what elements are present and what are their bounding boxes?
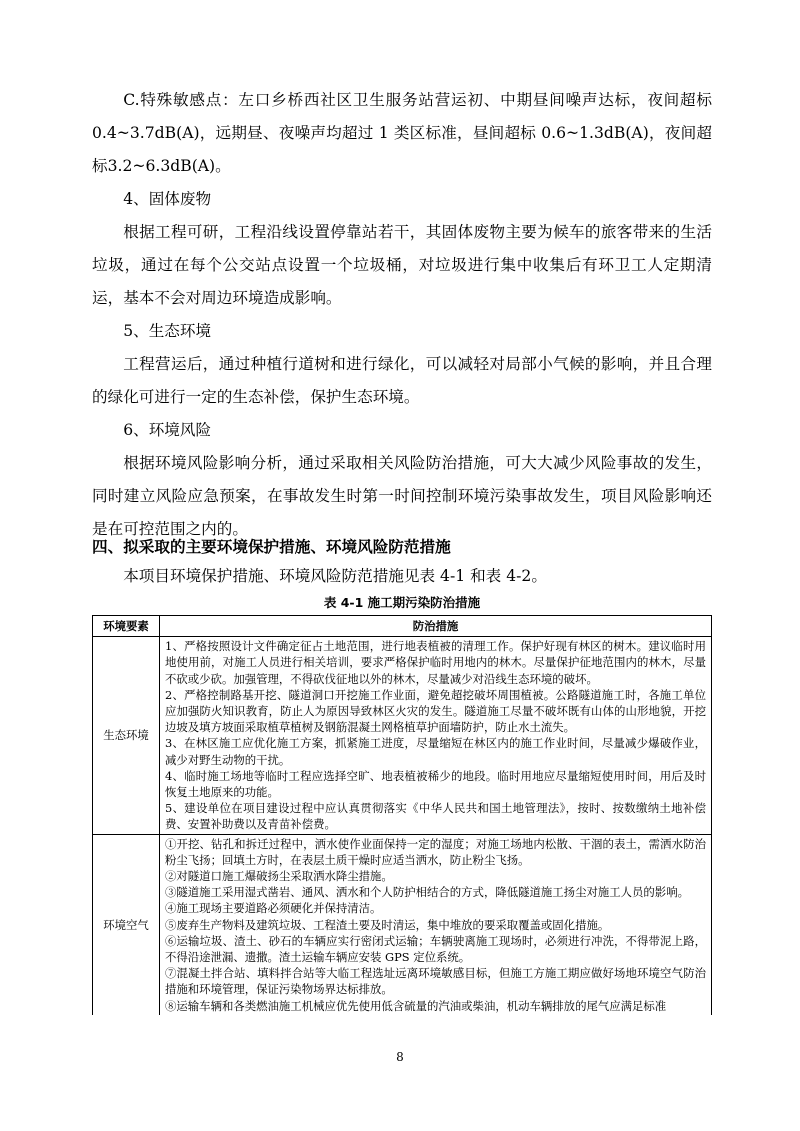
measure-item: 3、在林区施工应优化施工方案，抓紧施工进度，尽量缩短在林区内的施工作业时间，尽量减少爆破作业，减少对野生动物的干扰。 (165, 736, 706, 767)
paragraph-noise-sensitive-point: C.特殊敏感点：左口乡桥西社区卫生服务站营运初、中期昼间噪声达标，夜间超标0.4~3.7dB(A)，远期昼、夜噪声均超过 1 类区标准，昼间超标 0.6~1.3dB(A)，夜间超标3.2~6.3dB(A)。 (92, 91, 712, 175)
page-number: 8 (396, 1050, 404, 1064)
category-cell: 生态环境 (93, 637, 160, 834)
section-heading-protection-measures: 四、拟采取的主要环境保护措施、环境风险防范措施 (92, 537, 451, 556)
measure-item: 1、严格按照设计文件确定征占土地范围，进行地表植被的清理工作。保护好现有林区的树木。建议临时用地使用前，对施工人员进行相关培训，要求严格保护临时用地内的林木。尽量保护征地范围内的林木，尽量不砍或少砍。加强管理，不得砍伐征地以外的林木，尽量减少对沿线生态环境的破坏。 (165, 639, 706, 686)
table-header-row (93, 616, 712, 637)
heading-solid-waste: 4、固体废物 (123, 190, 212, 208)
measures-cell (160, 637, 712, 834)
paragraph-ecological-environment: 工程营运后，通过种植行道树和进行绿化，可以减轻对局部小气候的影响，并且合理的绿化可进行一定的生态补偿，保护生态环境。 (92, 355, 712, 406)
measure-item: ⑧运输车辆和各类燃油施工机械应优先使用低含硫量的汽油或柴油，机动车辆排放的尾气应满足标准 (165, 998, 667, 1013)
table-row (93, 834, 712, 1015)
measure-item: 4、临时施工场地等临时工程应选择空旷、地表植被稀少的地段。临时用地应尽量缩短使用时间，用后及时恢复土地原来的功能。 (165, 768, 706, 800)
heading-environmental-risk: 6、环境风险 (123, 421, 212, 439)
category-cell: 环境空气 (93, 834, 160, 1015)
measure-item: ④施工现场主要道路必须硬化并保持清洁。 (165, 901, 382, 916)
pollution-prevention-table (92, 615, 712, 1015)
measure-item: ③隧道施工采用湿式凿岩、通风、洒水和个人防护相结合的方式，降低隧道施工扬尘对施工人员的影响。 (165, 885, 689, 900)
measure-item: ⑦混凝土拌合站、填料拌合站等大临工程选址远离环境敏感目标，但施工方施工期应做好场地环境空气防治措施和环境管理，保证污染物场界达标排放。 (165, 966, 706, 997)
measure-item: 5、建设单位在项目建设过程中应认真贯彻落实《中华人民共和国土地管理法》，按时、按数缴纳土地补偿费、安置补助费以及青苗补偿费。 (165, 801, 706, 832)
measure-item: ⑤废弃生产物料及建筑垃圾、工程渣土要及时清运，集中堆放的要采取覆盖或固化措施。 (165, 917, 610, 932)
paragraph-environmental-risk: 根据环境风险影响分析，通过采取相关风险防治措施，可大大减少风险事故的发生，同时建立风险应急预案，在事故发生时第一时间控制环境污染事故发生，项目风险影响还是在可控范围之内的。 (92, 454, 712, 538)
measure-item: ①开挖、钻孔和拆迁过程中，洒水使作业面保持一定的湿度；对施工场地内松散、干涸的表土，需洒水防治粉尘飞扬；回填土方时，在表层土质干燥时应适当洒水，防止粉尘飞扬。 (165, 836, 706, 867)
table-row (93, 637, 712, 834)
measures-cell (160, 834, 712, 1015)
measure-item: ⑥运输垃圾、渣土、砂石的车辆应实行密闭式运输；车辆驶离施工现场时，必须进行冲洗，不得带泥上路，不得沿途泄漏、遗撒。渣土运输车辆应安装 GPS 定位系统。 (165, 933, 706, 965)
heading-ecological-environment: 5、生态环境 (123, 322, 212, 340)
header-prevention-measures: 防治措施 (160, 616, 712, 637)
measure-item: ②对隧道口施工爆破扬尘采取洒水降尘措施。 (165, 869, 393, 884)
measure-item: 2、严格控制路基开挖、隧道洞口开挖施工作业面，避免超挖破坏周围植被。公路隧道施工时，各施工单位应加强防火知识教育，防止人为原因导致林区火灾的发生。隧道施工尽量不破坏既有山体的山形地貌，开挖边坡及填方坡面采取植草植树及钢筋混凝土网格植草护面墙防护，防止水土流失。 (165, 687, 706, 735)
paragraph-solid-waste: 根据工程可研，工程沿线设置停靠站若干，其固体废物主要为候车的旅客带来的生活垃圾，通过在每个公交站点设置一个垃圾桶，对垃圾进行集中收集后有环卫工人定期清运，基本不会对周边环境造成影响。 (92, 223, 712, 307)
paragraph-table-reference: 本项目环境保护措施、环境风险防范措施见表 4-1 和表 4-2。 (123, 567, 547, 585)
header-environment-factor: 环境要素 (93, 616, 160, 637)
table-caption: 表 4-1 施工期污染防治措施 (323, 595, 481, 610)
